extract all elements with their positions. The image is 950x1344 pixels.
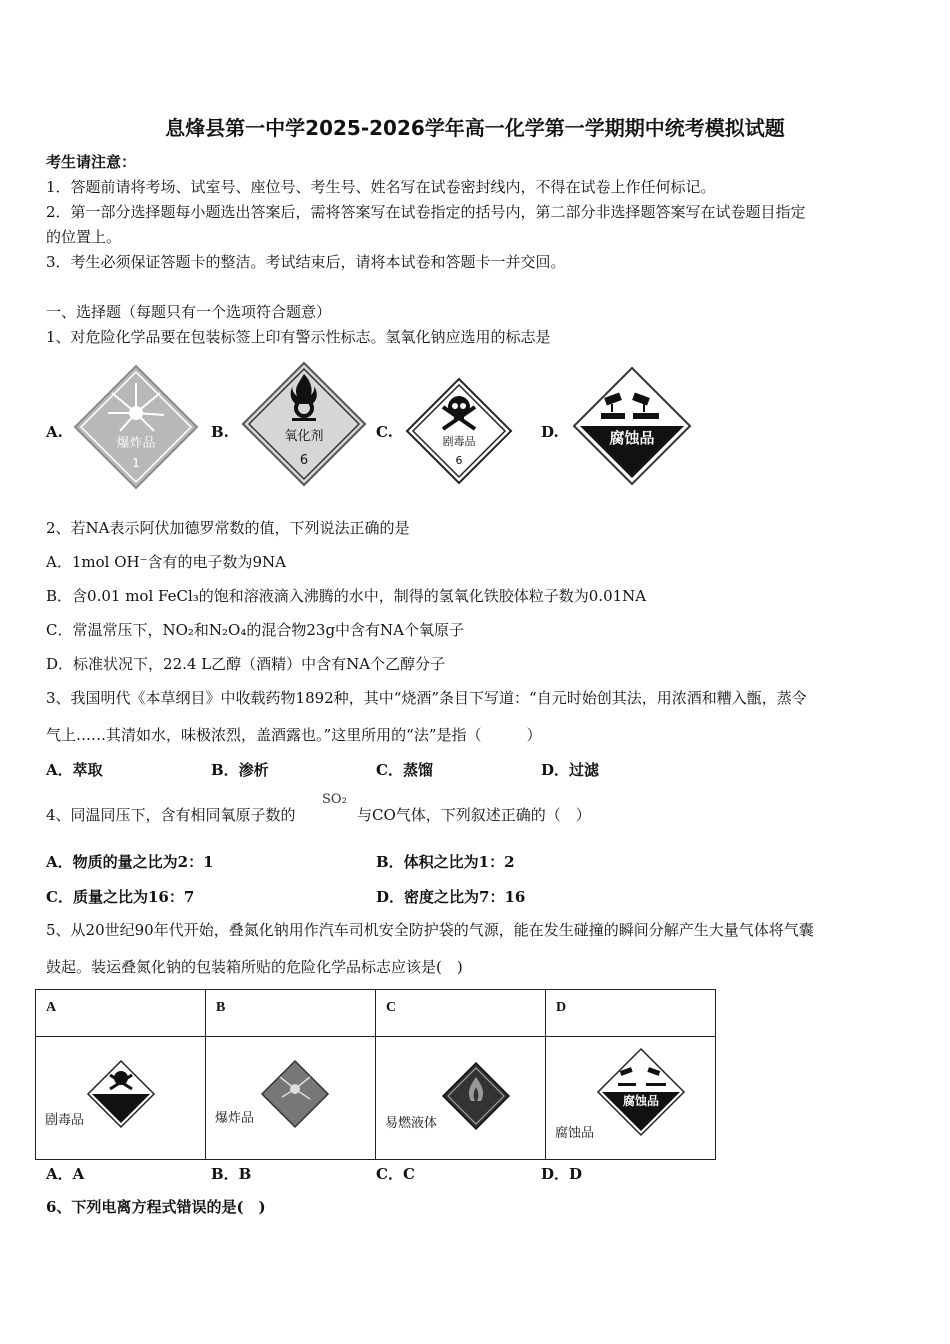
q3-option-d: D．过滤 — [541, 761, 600, 779]
q4-option-a: A．物质的量之比为2：1 — [46, 853, 214, 871]
sign-a-num: 1 — [132, 456, 140, 470]
q5-sign-d-text: 腐蚀品 — [622, 1094, 660, 1108]
q5-option-c: C．C — [376, 1165, 415, 1183]
notice-line-1: 1．答题前请将考场、试室号、座位号、考生号、姓名写在试卷密封线内，不得在试卷上作任何标记。 — [46, 178, 716, 196]
q5-cell-b — [206, 1037, 376, 1160]
q1-stem: 1、对危险化学品要在包装标签上印有警示性标志。氢氧化钠应选用的标志是 — [46, 328, 551, 346]
q1-label-d: D. — [541, 423, 559, 441]
corrosive-small-sign — [596, 1047, 686, 1137]
toxic-sign — [405, 377, 513, 485]
notice-line-2b: 的位置上。 — [46, 228, 122, 246]
q5-cell-a — [36, 1037, 206, 1160]
notice-heading: 考生请注意： — [46, 153, 137, 171]
q5-option-d: D．D — [541, 1165, 583, 1183]
explosive-small-sign — [260, 1059, 330, 1129]
q5-header-a: A — [36, 990, 206, 1037]
page-title: 息烽县第一中学2025-2026学年高一化学第一学期期中统考模拟试题 — [165, 116, 785, 140]
sign-a-text: 爆炸品 — [116, 436, 156, 451]
q5-caption-a: 剧毒品 — [45, 1113, 85, 1128]
q3-option-b: B．渗析 — [211, 761, 269, 779]
q4-option-d: D．密度之比为7：16 — [376, 888, 526, 906]
sign-b-text: 氧化剂 — [284, 429, 324, 444]
q2-option-b: B．含0.01 mol FeCl₃的饱和溶液滴入沸腾的水中，制得的氢氧化铁胶体粒子数为0.01NA — [46, 587, 647, 605]
toxic-small-sign — [86, 1059, 156, 1129]
explosive-sign — [72, 363, 200, 491]
q1-label-a: A. — [46, 423, 63, 441]
section-heading: 一、选择题（每题只有一个选项符合题意） — [46, 303, 332, 321]
sign-d-text: 腐蚀品 — [609, 429, 655, 447]
sign-c-num: 6 — [455, 454, 463, 467]
sign-c-text: 剧毒品 — [442, 435, 476, 448]
q5-line-2: 鼓起。装运叠氮化钠的包装箱所贴的危险化学品标志应该是( ) — [46, 958, 463, 976]
q5-line-1: 5、从20世纪90年代开始，叠氮化钠用作汽车司机安全防护袋的气源，能在发生碰撞的瞬间分解产生大量气体将气囊 — [46, 921, 814, 939]
q5-cell-d — [546, 1037, 716, 1160]
q3-option-a: A．萃取 — [46, 761, 103, 779]
q5-header-b: B — [206, 990, 376, 1037]
q2-option-c: C．常温常压下，NO₂和N₂O₄的混合物23g中含有NA个氧原子 — [46, 621, 465, 639]
q3-line-2: 气上……其清如水，味极浓烈，盖酒露也。”这里所用的“法”是指（ ） — [46, 726, 542, 744]
q5-option-a: A．A — [46, 1165, 85, 1183]
q2-option-a: A．1mol OH⁻含有的电子数为9NA — [46, 553, 286, 571]
q5-caption-c: 易燃液体 — [385, 1116, 438, 1131]
q4-stem-pre: 4、同温同压下，含有相同氧原子数的 — [46, 806, 296, 824]
q5-table — [35, 989, 716, 1160]
q2-option-d: D．标准状况下，22.4 L乙醇（酒精）中含有NA个乙醇分子 — [46, 655, 446, 673]
q6-stem: 6、下列电离方程式错误的是( ) — [46, 1198, 266, 1216]
q5-caption-b: 爆炸品 — [215, 1111, 255, 1126]
q2-stem: 2、若NA表示阿伏加德罗常数的值，下列说法正确的是 — [46, 519, 410, 537]
flammable-small-sign — [441, 1061, 511, 1131]
q4-formula: SO₂ — [322, 792, 347, 807]
q1-label-c: C. — [376, 423, 393, 441]
corrosive-sign — [572, 366, 692, 486]
q1-label-b: B. — [211, 423, 229, 441]
q4-option-c: C．质量之比为16：7 — [46, 888, 195, 906]
q5-header-d: D — [546, 990, 716, 1037]
notice-line-2a: 2．第一部分选择题每小题选出答案后，需将答案写在试卷指定的括号内，第二部分非选择题答案写在试卷题目指定 — [46, 203, 806, 221]
q3-option-c: C．蒸馏 — [376, 761, 433, 779]
oxidizer-sign — [240, 360, 368, 488]
notice-line-3: 3．考生必须保证答题卡的整洁。考试结束后，请将本试卷和答题卡一并交回。 — [46, 253, 566, 271]
q5-caption-d: 腐蚀品 — [555, 1126, 595, 1141]
sign-b-num: 6 — [299, 453, 309, 468]
q5-option-b: B．B — [211, 1165, 252, 1183]
q4-option-b: B．体积之比为1：2 — [376, 853, 515, 871]
q4-stem-post: 与CO气体，下列叙述正确的（ ） — [357, 806, 591, 824]
q5-header-c: C — [376, 990, 546, 1037]
q3-line-1: 3、我国明代《本草纲目》中收载药物1892种，其中“烧酒”条目下写道：“自元时始创其法，用浓酒和糟入甑，蒸令 — [46, 689, 807, 707]
q5-cell-c — [376, 1037, 546, 1160]
